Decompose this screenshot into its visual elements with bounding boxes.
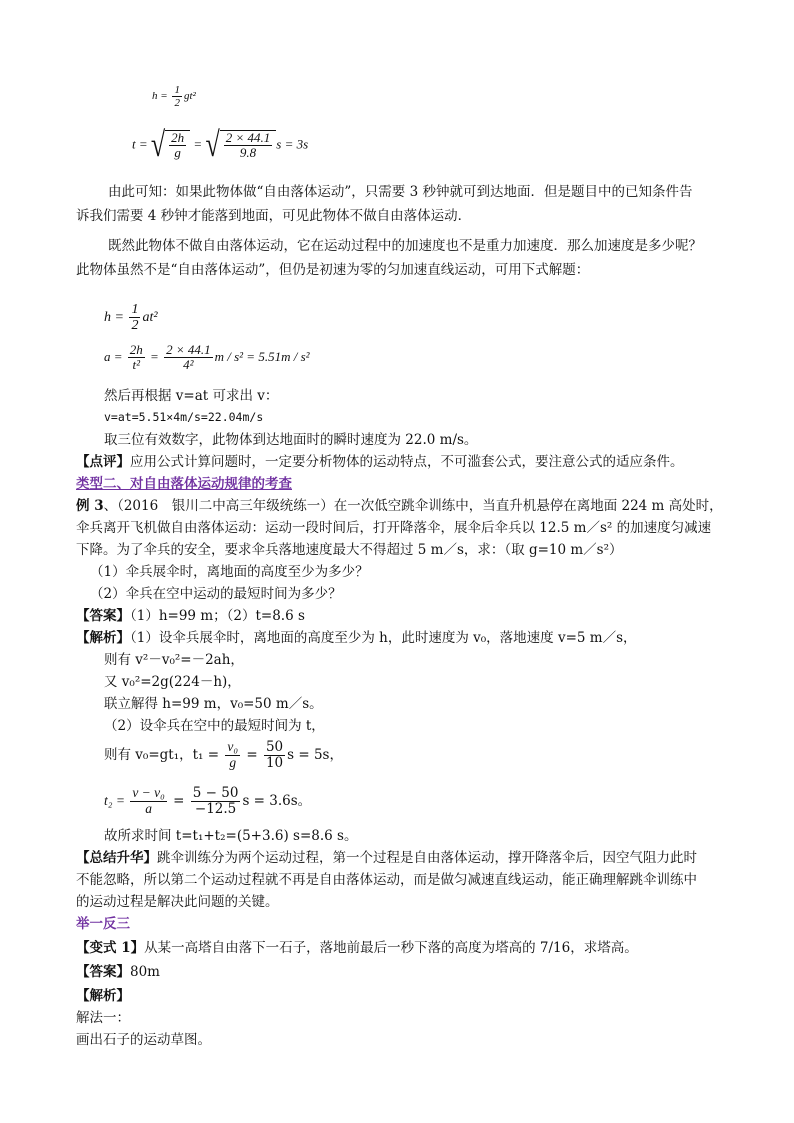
formula-t2 (104, 786, 311, 817)
analysis-line: 又 v₀²=2g(224－h)， (104, 674, 241, 690)
denominator: g (174, 145, 181, 161)
answer-tag: 【答案】 (76, 608, 130, 624)
fraction (128, 343, 145, 373)
comment-text: 应用公式计算问题时，一定要分析物体的运动特点，不可滥套公式，要注意公式的适应条件。 (130, 454, 684, 470)
summary-line (76, 848, 697, 869)
example-line (76, 496, 723, 517)
comment-tag: 【点评】 (76, 454, 130, 470)
formula-part: at² (142, 310, 158, 326)
formula-part: s = 3.6s。 (242, 792, 312, 809)
denominator: 4² (183, 357, 194, 373)
formula-part: = (242, 746, 262, 763)
denominator: 2 (174, 97, 180, 110)
example-tag: 例 3 (76, 498, 104, 514)
paragraph-line: 取三位有效数字，此物体到达地面时的瞬时速度为 22.0 m/s。 (104, 432, 478, 448)
formula-part: gt² (183, 90, 196, 103)
summary-text: 跳伞训练分为两个运动过程，第一个过程是自由落体运动，撑开降落伞后，因空气阻力此时 (157, 850, 697, 866)
numerator: 2h (129, 342, 143, 357)
numerator: 2 × 44.1 (166, 342, 211, 357)
example-line: 下降。为了伞兵的安全，要求伞兵落地速度最大不得超过 5 m／s，求：（取 g=10 m／s²） (76, 542, 623, 558)
denominator: 2 (131, 318, 139, 334)
formula-part: 则有 v₀=gt₁，t₁ = (104, 746, 224, 763)
denominator: 9.8 (239, 145, 257, 161)
formula-part: = (190, 136, 206, 152)
numerator: 2h (171, 130, 185, 145)
paragraph-line: 诉我们需要 4 秒钟才能落到地面，可见此物体不做自由落体运动． (76, 208, 472, 224)
numerator: 50 (265, 739, 284, 755)
numerator: v − v₀ (132, 785, 165, 800)
answer-text: （1）h=99 m；（2）t=8.6 s (130, 608, 305, 624)
numerator: 1 (131, 302, 139, 317)
formula-h-half-gt2 (152, 84, 196, 109)
formula-a (104, 343, 310, 373)
fraction (130, 786, 167, 817)
analysis-line (76, 628, 637, 649)
variant-line (76, 938, 638, 959)
answer-text: 80m (130, 964, 160, 980)
summary-tag: 【总结升华】 (76, 850, 157, 866)
section-heading: 举一反三 (76, 916, 130, 932)
example-text: 、（2016 银川二中高三年级统练一）在一次低空跳伞训练中，当直升机悬停在离地面 224 m 高处时， (103, 498, 723, 514)
summary-line: 的运动过程是解决此问题的关键。 (76, 894, 279, 910)
formula-part: t₂ = (104, 792, 129, 808)
numerator: 2 × 44.1 (225, 130, 271, 145)
question-line: （2）伞兵在空中运动的最短时间为多少？ (90, 586, 342, 602)
sqrt-expression: √ $\frac{2 \times 44.1}{9.8}$ (205, 130, 276, 161)
numerator: 5 − 50 (192, 785, 239, 801)
analysis-line: （2）设伞兵在空中的最短时间为 t， (104, 718, 325, 734)
sqrt-expression: √ $\frac{2h}{g}$ (151, 130, 190, 161)
analysis-text: （1）设伞兵展伞时，离地面的高度至少为 h，此时速度为 v₀，落地速度 v=5 m／s， (130, 630, 637, 646)
analysis-tag: 【解析】 (76, 988, 130, 1004)
paragraph-line: 然后再根据 v=at 可求出 v： (104, 388, 279, 404)
fraction (225, 740, 240, 771)
paragraph-line: v=at=5.51×4m/s=22.04m/s (104, 410, 264, 424)
paragraph-line: 既然此物体不做自由落体运动，它在运动过程中的加速度也不是重力加速度．那么加速度是多少呢？ (108, 238, 702, 254)
formula-t1 (104, 740, 343, 771)
numerator: v₀ (227, 739, 239, 754)
numerator: 1 (174, 84, 180, 96)
denominator: −12.5 (194, 800, 237, 817)
formula-part: = (146, 348, 163, 364)
formula-part: t = (132, 136, 151, 152)
formula-part: h = (104, 310, 128, 326)
question-line: （1）伞兵展伞时，离地面的高度至少为多少？ (90, 564, 369, 580)
denominator: a (145, 800, 152, 816)
denominator: 10 (265, 754, 284, 771)
formula-part: m / s² = 5.51m / s² (214, 348, 310, 364)
analysis-line: 则有 v²－v₀²=－2ah， (104, 652, 244, 668)
summary-line: 不能忽略，所以第二个运动过程就不再是自由落体运动，而是做匀减速直线运动，能正确理解跳伞训练中 (76, 872, 697, 888)
paragraph-line: 由此可知：如果此物体做“自由落体运动”，只需要 3 秒钟就可到达地面．但是题目中的已知条件告 (108, 184, 693, 200)
analysis-line: 故所求时间 t=t₁+t₂=(5+3.6) s=8.6 s。 (104, 828, 358, 844)
fraction (191, 786, 241, 817)
fraction (129, 302, 140, 334)
answer-line (76, 962, 160, 983)
formula-part: h = (152, 90, 171, 103)
method-line: 画出石子的运动草图。 (76, 1032, 211, 1048)
denominator: g (229, 754, 237, 770)
analysis-tag: 【解析】 (76, 630, 130, 646)
formula-part: = (168, 792, 189, 809)
fraction (172, 84, 182, 109)
fraction (164, 343, 213, 373)
fraction (264, 740, 285, 771)
formula-part: s = 5s， (287, 746, 343, 763)
section-heading: 类型二、对自由落体运动规律的考查 (76, 476, 292, 492)
answer-line (76, 606, 305, 627)
formula-h-half-at2 (104, 302, 158, 334)
denominator: t² (132, 357, 141, 373)
variant-tag: 【变式 1】 (76, 940, 145, 956)
formula-part: a = (104, 348, 126, 364)
example-line: 伞兵离开飞机做自由落体运动：运动一段时间后，打开降落伞，展伞后伞兵以 12.5 m／s² 的加速度匀减速 (76, 520, 712, 536)
comment-line (76, 452, 684, 473)
answer-tag: 【答案】 (76, 964, 130, 980)
paragraph-line: 此物体虽然不是“自由落体运动”，但仍是初速为零的匀加速直线运动，可用下式解题： (76, 262, 590, 278)
method-line: 解法一： (76, 1010, 130, 1026)
formula-part: s = 3s (276, 136, 309, 152)
analysis-line: 联立解得 h=99 m，v₀=50 m／s。 (104, 696, 323, 712)
variant-text: 从某一高塔自由落下一石子，落地前最后一秒下落的高度为塔高的 7/16，求塔高。 (144, 940, 638, 956)
formula-t-sqrt (132, 125, 309, 165)
